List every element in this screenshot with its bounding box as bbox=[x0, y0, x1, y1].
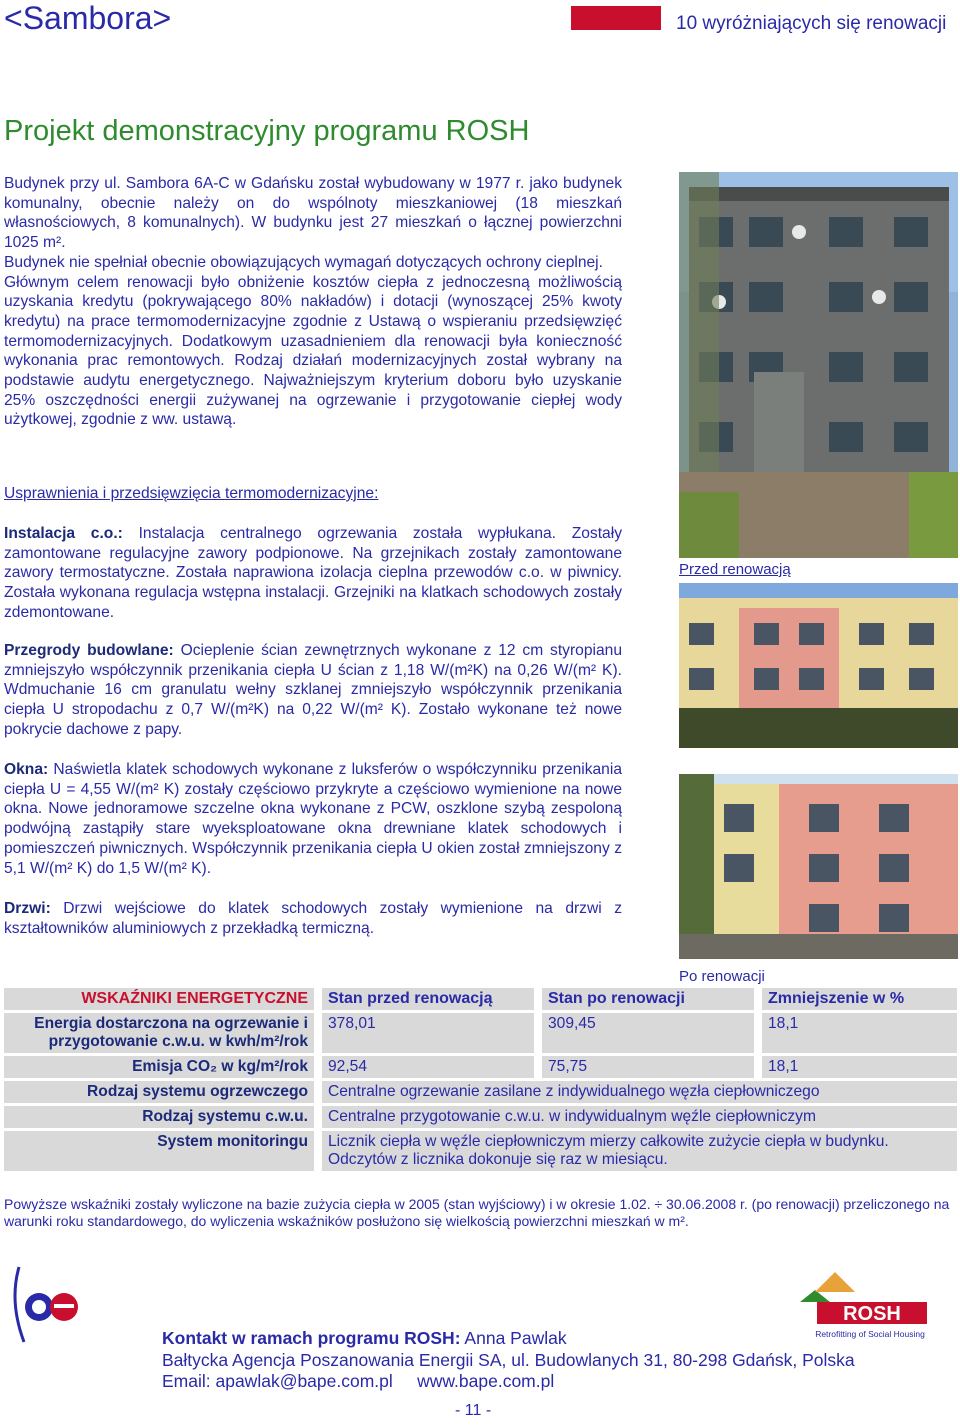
table-row-label: Emisja CO₂ w kg/m²/rok bbox=[4, 1056, 314, 1078]
table-cell: 378,01 bbox=[322, 1013, 534, 1053]
energy-indicators-table bbox=[4, 985, 957, 1174]
table-cell: 18,1 bbox=[762, 1056, 957, 1078]
measure-text: Instalacja centralnego ogrzewania została wypłukana. Zostały zamontowane regulacyjne zawory podpionowe. Na grzejnikach zostały zamontowane zawory termostatyczne. Została naprawiona izolacja cieplna przewodów c.o. w piwnicy. Została wykonana regulacja wstępna instalacji. Grzejniki na klatkach schodowych zostały zdemontowane. bbox=[4, 525, 622, 621]
measure-doors bbox=[4, 899, 622, 938]
table-cell: 92,54 bbox=[322, 1056, 534, 1078]
photo-after-1 bbox=[679, 583, 958, 748]
table-cell: Licznik ciepła w węźle ciepłowniczym mierzy całkowite zużycie ciepła w budynku. Odczytów z licznika dokonuje się raz w miesiącu. bbox=[322, 1131, 957, 1171]
intro-paragraph-3: Głównym celem renowacji było obniżenie kosztów ciepła z jednoczesną możliwością uzyskania kredytu (pokrywającego 80% nakładów) i dotacji (wynoszącej 25% kwoty kredytu) na prace termomodernizacyjne zgodnie z Ustawą o wspieraniu przedsięwzięć termomodernizacyjnych. Dodatkowym uzasadnieniem dla renowacji była konieczność wykonania prac remontowych. Rodzaj działań modernizacyjnych został wybrany na podstawie audytu energetycznego. Najważniejszym kryterium doboru było uzyskanie 25% oszczędności energii zużywanej na ogrzewanie i przygotowanie ciepłej wody użytkowej, zgodnie z ww. ustawą. bbox=[4, 273, 622, 429]
measure-text: Drzwi wejściowe do klatek schodowych zostały wymienione na drzwi z kształtowników aluminiowych z przekładką termiczną. bbox=[4, 900, 622, 937]
table-cell: Centralne ogrzewanie zasilane z indywidualnego węzła ciepłowniczego bbox=[322, 1081, 957, 1103]
table-cell: 75,75 bbox=[542, 1056, 754, 1078]
bape-logo bbox=[4, 1262, 94, 1347]
measure-windows bbox=[4, 760, 622, 878]
table-cell: 18,1 bbox=[762, 1013, 957, 1053]
rosh-logo-text: ROSH bbox=[843, 1303, 901, 1325]
table-row bbox=[4, 1013, 957, 1053]
measure-lead: Przegrody budowlane: bbox=[4, 642, 174, 659]
contact-line-1 bbox=[162, 1328, 855, 1350]
table-row-label: Rodzaj systemu ogrzewczego bbox=[4, 1081, 314, 1103]
measure-lead: Okna: bbox=[4, 761, 49, 778]
table-header-cell: WSKAŹNIKI ENERGETYCZNE bbox=[4, 988, 314, 1010]
caption-before: Przed renowacją bbox=[679, 561, 791, 578]
measure-lead: Instalacja c.o.: bbox=[4, 525, 123, 542]
table-footnote: Powyższe wskaźniki zostały wyliczone na bazie zużycia ciepła w 2005 (stan wyjściowy) i w okresie 1.02. ÷ 30.06.2008 r. (po renowacji) przeliczonego na warunki roku standardowego, do wyliczenia wskaźników posłużono się wielkością powierzchni mieszkań w m². bbox=[4, 1196, 950, 1229]
measure-walls bbox=[4, 641, 622, 740]
rosh-logo-subtitle: Retrofitting of Social Housing bbox=[815, 1329, 925, 1339]
intro-text bbox=[4, 174, 622, 430]
table-header-cell: Stan przed renowacją bbox=[322, 988, 534, 1010]
table-header-cell: Zmniejszenie w % bbox=[762, 988, 957, 1010]
caption-after: Po renowacji bbox=[679, 968, 765, 985]
contact-name: Anna Pawlak bbox=[460, 1328, 567, 1348]
photo-after-2 bbox=[679, 774, 958, 959]
header-red-bar bbox=[571, 6, 661, 30]
contact-block bbox=[162, 1328, 855, 1393]
photo-before bbox=[679, 172, 958, 558]
table-row-label: Rodzaj systemu c.w.u. bbox=[4, 1106, 314, 1128]
table-row bbox=[4, 1106, 957, 1128]
measure-text: Ocieplenie ścian zewnętrznych wykonane z 12 cm styropianu zmniejszyło współczynnik przenikania ciepła U ścian z 1,18 W/(m²K) na 0,26 W/(m² K). Wdmuchanie 16 cm granulatu wełny szklanej zmniejszyło współczynnik przenikania ciepła U stropodachu z 0,7 W/(m²K) na 0,22 W/(m² K). Zostało wykonane też nowe pokrycie dachowe z papy. bbox=[4, 642, 622, 738]
measure-heating bbox=[4, 524, 622, 623]
table-header-cell: Stan po renowacji bbox=[542, 988, 754, 1010]
section-heading: Usprawnienia i przedsięwzięcia termomodernizacyjne: bbox=[4, 485, 379, 502]
intro-paragraph-1: Budynek przy ul. Sambora 6A-C w Gdańsku został wybudowany w 1977 r. jako budynek komunalny, obecnie należy on do wspólnoty mieszkaniowej (18 mieszkań własnościowych, 8 komunalnych). W budynku jest 27 mieszkań o łącznej powierzchni 1025 m². bbox=[4, 175, 622, 252]
page-number: - 11 - bbox=[455, 1402, 492, 1419]
table-cell: 309,45 bbox=[542, 1013, 754, 1053]
header-subtitle: 10 wyróżniających się renowacji bbox=[676, 13, 947, 34]
table-row bbox=[4, 1081, 957, 1103]
header-title: <Sambora> bbox=[4, 0, 172, 36]
contact-label: Kontakt w ramach programu ROSH: bbox=[162, 1328, 461, 1348]
table-cell: Centralne przygotowanie c.w.u. w indywidualnym węźle ciepłowniczym bbox=[322, 1106, 957, 1128]
table-row-label: System monitoringu bbox=[4, 1131, 314, 1171]
intro-paragraph-2: Budynek nie spełniał obecnie obowiązujących wymagań dotyczących ochrony cieplnej. bbox=[4, 253, 603, 271]
table-row-label: Energia dostarczona na ogrzewanie i przygotowanie c.w.u. w kwh/m²/rok bbox=[4, 1013, 314, 1053]
table-header-row bbox=[4, 988, 957, 1010]
table-row bbox=[4, 1131, 957, 1171]
measure-text: Naświetla klatek schodowych wykonane z luksferów o współczynniku przenikania ciepła U = 4,55 W/(m² K) zostały częściowo przykryte a częściowo wymienione na nowe okna. Nowe jednoramowe szczelne okna wykonane z PCW, oszklone szybą zespoloną podwójną zastąpiły stare wyeksploatowane okna drewniane klatek schodowych i pomieszczeń piwnicznych. Współczynnik przenikania ciepła U okien został zmniejszony z 5,1 W/(m² K) do 1,5 W/(m² K). bbox=[4, 761, 622, 877]
contact-org: Bałtycka Agencja Poszanowania Energii SA, ul. Budowlanych 31, 80-298 Gdańsk, Polska bbox=[162, 1349, 855, 1370]
contact-email[interactable]: Email: apawlak@bape.com.pl www.bape.com.pl bbox=[162, 1371, 555, 1391]
table-row bbox=[4, 1056, 957, 1078]
measure-lead: Drzwi: bbox=[4, 900, 51, 917]
project-title: Projekt demonstracyjny programu ROSH bbox=[4, 115, 530, 147]
